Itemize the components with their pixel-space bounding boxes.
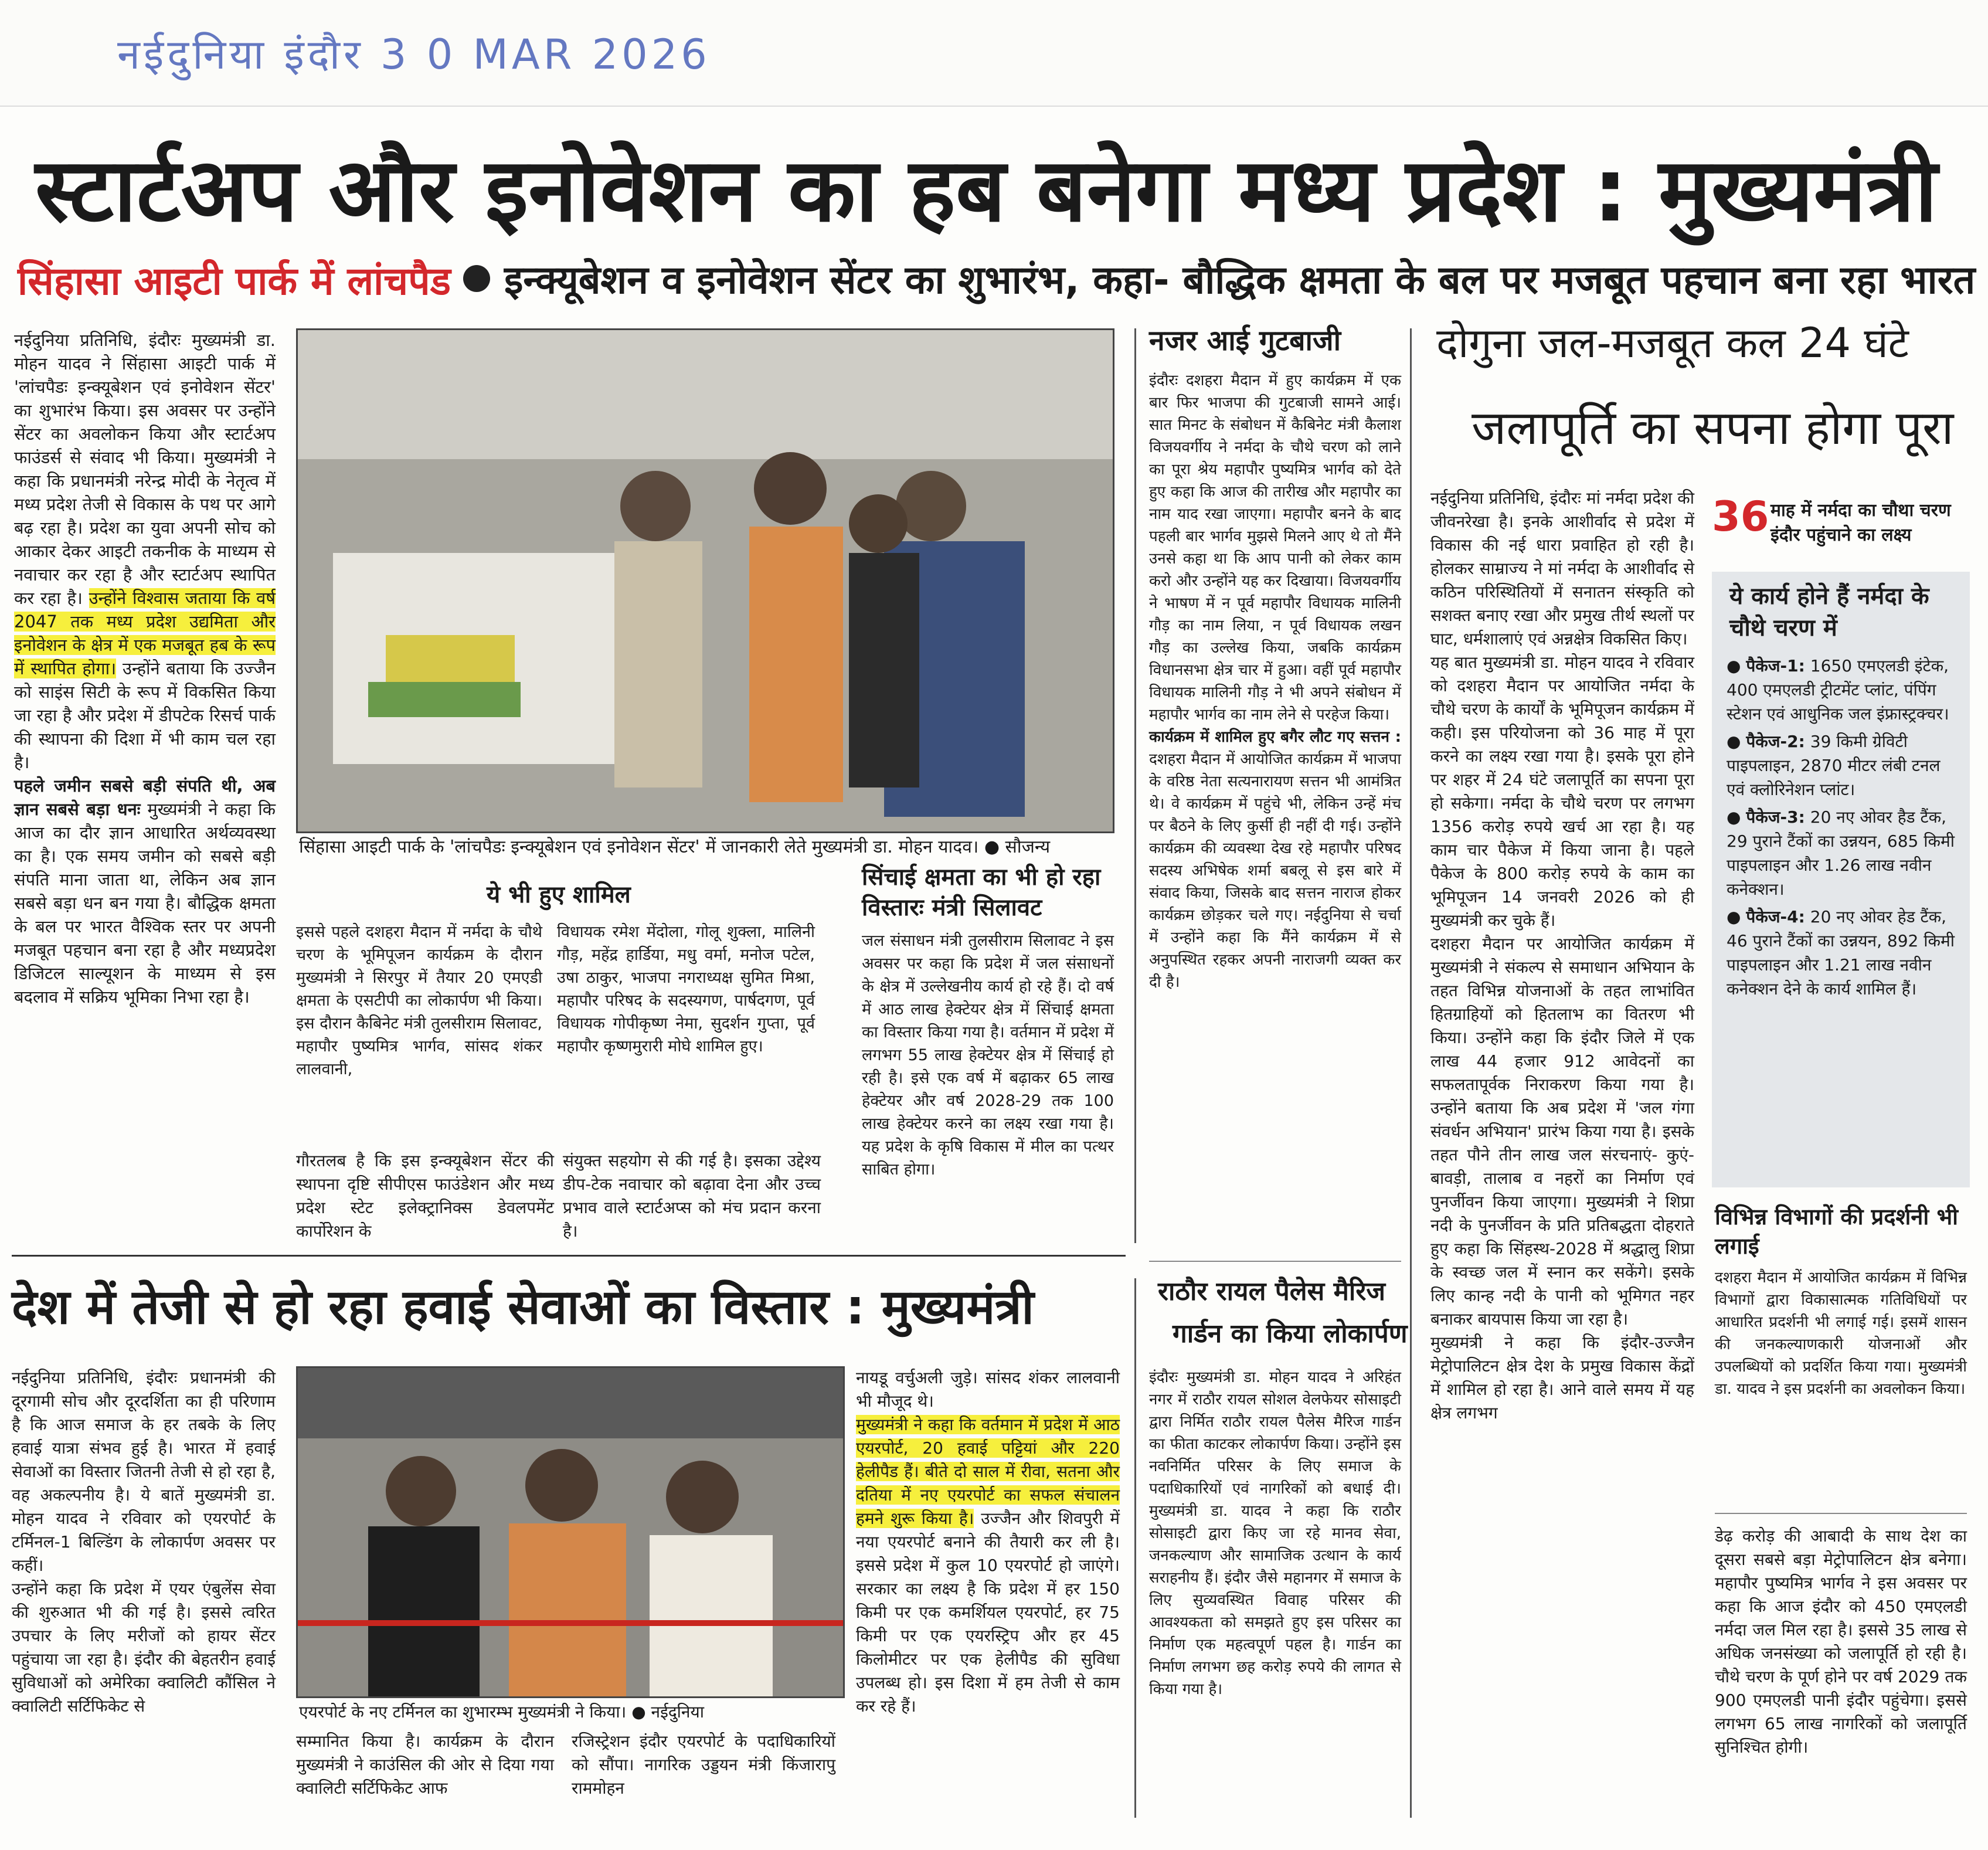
air-paragraph-1: नईदुनिया प्रतिनिधि, इंदौरः प्रधानमंत्री की दूरगामी सोच और दूरदर्शिता का ही परिणाम है कि आज समाज के हर तबके के लिए हवाई यात्रा संभव हुई है। भारत में हवाई सेवाओं का विस्तार जितनी तेजी से हो रहा है, वह अकल्पनीय है। ये बातें मुख्यमंत्री डा. मोहन यादव ने रविवार को एयरपोर्ट के टर्मिनल-1 बिल्डिंग के लोकार्पण अवसर पर कहीं। (12, 1368, 276, 1575)
air-right-column (856, 1366, 1120, 1718)
section-divider (12, 1255, 1126, 1257)
attended-col1: इससे पहले दशहरा मैदान में नर्मदा के चौथे चरण के भूमिपूजन कार्यक्रम के दौरान मुख्यमंत्री ने सिरपुर में तैयार 20 एमएडी क्षमता के एसटीपी का लोकार्पण भी किया। इस दौरान कैबिनेट मंत्री तुलसीराम सिलावट, महापौर पुष्यमित्र भार्गव, सांसद शंकर लालवानी, (296, 923, 542, 1078)
headline-tag: सिंहासा आइटी पार्क में लांचपैड (18, 259, 451, 304)
photo-launchpad (296, 328, 1114, 833)
column-rule (1134, 1278, 1136, 1818)
air-headline: देश में तेजी से हो रहा हवाई सेवाओं का विस्तार : मुख्यमंत्री (12, 1279, 1034, 1335)
air-left-column (12, 1366, 276, 1718)
factionalism-subbody: दशहरा मैदान में आयोजित कार्यक्रम में भाजपा के वरिष्ठ नेता सत्यनारायण सत्तन भी आमंत्रित थे। वे कार्यक्रम में पहुंचे भी, लेकिन उन्हें मंच पर बैठने के लिए कुर्सी ही नहीं दी गई। उन्होंने कार्यक्रम की व्यवस्था देख रहे महापौर परिषद सदस्य अभिषेक शर्मा बबलू से इस बारे में संवाद किया, जिसके बाद सत्तन नाराज होकर कार्यक्रम छोड़कर चले गए। नईदुनिया से चर्चा में उन्होंने कहा कि मैंने कार्यक्रम में से अनुपस्थित रहकर अपनी नाराजगी व्यक्त कर दी है। (1149, 751, 1401, 991)
irrigation-body: जल संसाधन मंत्री तुलसीराम सिलावट ने इस अवसर पर कहा कि प्रदेश में जल संसाधनों के क्षेत्र में उल्लेखनीय कार्य हो रहे हैं। दो वर्ष में आठ लाख हेक्टेयर क्षेत्र में सिंचाई क्षमता का विस्तार किया गया है। वर्तमान में प्रदेश में लगभग 55 लाख हेक्टेयर क्षेत्र में सिंचाई हो रही है। इसे एक वर्ष में बढ़ाकर 65 लाख हेक्टेयर और वर्ष 2028-29 तक 100 लाख हेक्टेयर करने का लक्ष्य रखा गया है। यह प्रदेश के कृषि विकास में मील का पत्थर साबित होगा। (862, 932, 1114, 1179)
package-item: ● पैकेज-3: 20 नए ओवर हैड टैंक, 29 पुराने टैंकों का उन्नयन, 685 किमी पाइपलाइन और 1.26 लाख नवीन कनेक्शन। (1727, 807, 1955, 899)
air-below-2: रजिस्ट्रेशन इंदौर एयरपोर्ट के पदाधिकारियों को सौंपा। नागरिक उड्डयन मंत्री किंजारापु राममोहन (572, 1732, 835, 1798)
metro-body: डेढ़ करोड़ की आबादी के साथ देश का दूसरा सबसे बड़ा मेट्रोपालिटन क्षेत्र बनेगा। महापौर पुष्यमित्र भार्गव ने इस अवसर पर कहा कि आज इंदौर को 450 एमएलडी नर्मदा जल मिल रहा है। इससे 35 लाख से अधिक जनसंख्या को जलापूर्ति हो रही है। चौथे चरण के पूर्ण होने पर वर्ष 2029 तक 900 एमएलडी पानी इंदौर पहुंचेगा। इससे लगभग 65 लाख नागरिकों को जलापूर्ति सुनिश्चित होगी। (1715, 1526, 1967, 1757)
bullet-icon (463, 265, 490, 292)
water-paragraph-1: नईदुनिया प्रतिनिधि, इंदौरः मां नर्मदा प्रदेश की जीवनरेखा है। इनके आशीर्वाद से प्रदेश में विकास की नई धारा प्रवाहित हो रही है। होलकर साम्राज्य ने मां नर्मदा के आशीर्वाद से कठिन परिस्थितियों में सनातन संस्कृति को सशक्त बनाए रखा और प्रमुख तीर्थ स्थलों पर घाट, धर्मशालाएं एवं अन्नक्षेत्र विकसित किए। (1430, 488, 1694, 649)
palace-body: इंदौरः मुख्यमंत्री डा. मोहन यादव ने अरिहंत नगर में राठौर रायल सोशल वेलफेयर सोसाइटी द्वारा निर्मित राठौर रायल पैलेस मैरिज गार्डन का फीता काटकर लोकार्पण किया। उन्होंने इस नवनिर्मित परिसर के लिए समाज के पदाधिकारियों एवं नागरिकों को बधाई दी। मुख्यमंत्री डा. यादव ने कहा कि राठौर सोसाइटी द्वारा किए जा रहे मानव सेवा, जनकल्याण और सामाजिक उत्थान के कार्य सराहनीय हैं। इंदौर जैसे महानगर में समाज के लिए सुव्यवस्थित विवाह परिसर की आवश्यकता को समझते हुए इस परिसर का निर्माण एक महत्वपूर्ण पहल है। गार्डन का निर्माण लगभग छह करोड़ रुपये की लागत से किया गया है। (1149, 1369, 1401, 1698)
package-item: ● पैकेज-2: 39 किमी ग्रेविटी पाइपलाइन, 2870 मीटर लंबी टनल एवं क्लोरिनेशन प्लांट। (1727, 732, 1941, 799)
exhibition-body: दशहरा मैदान में आयोजित कार्यक्रम में विभिन्न विभागों द्वारा विकासात्मक गतिविधियों पर आधारित प्रदर्शनी भी लगाई गई। इसमें शासन की जनकल्याणकारी योजनाओं और उपलब्धियों को प्रदर्शित किया गया। मुख्यमंत्री डा. यादव ने इस प्रदर्शनी का अवलोकन किया। (1715, 1269, 1967, 1398)
air-right-rest: उज्जैन और शिवपुरी में नया एयरपोर्ट बनाने की तैयारी कर ली है। इससे प्रदेश में कुल 10 एयरपोर्ट हो जाएंगे। सरकार का लक्ष्य है कि प्रदेश में हर 150 किमी पर एक कमर्शियल एयरपोर्ट, हर 75 किमी पर एक एयरस्ट्रिप और हर 45 किलोमीटर पर एक हेलीपैड की सुविधा उपलब्ध हो। इस दिशा में हम तेजी से काम कर रहे हैं। (856, 1509, 1120, 1716)
irrigation-heading: सिंचाई क्षमता का भी हो रहा विस्तारः मंत्री सिलावट (862, 864, 1101, 921)
date-stamp: नईदुनिया इंदौर 3 0 MAR 2026 (117, 30, 711, 79)
stat-text: माह में नर्मदा का चौथा चरण इंदौर पहुंचाने का लक्ष्य (1770, 500, 1951, 545)
palace-heading-line1: राठौर रायल पैलेस मैरिज (1158, 1277, 1385, 1306)
photo2-caption: एयरपोर्ट के नए टर्मिनल का शुभारम्भ मुख्यमंत्री ने किया। ● नईदुनिया (299, 1702, 704, 1722)
water-headline-line1: दोगुना जल-मजबूत कल 24 घंटे (1436, 319, 1909, 367)
photo1-caption: सिंहासा आइटी पार्क के 'लांचपैडः इन्क्यूबेशन एवं इनोवेशन सेंटर' में जानकारी लेते मुख्यमंत्री डा. मोहन यादव। ● सौजन्य (299, 837, 1051, 857)
packages-heading: ये कार्य होने हैं नर्मदा के चौथे चरण में (1729, 583, 1929, 641)
air-right-highlight: मुख्यमंत्री ने कहा कि वर्तमान में प्रदेश में आठ एयरपोर्ट, 20 हवाई पट्टियां और 220 हेलीपैड हैं। बीते दो साल में रीवा, सतना और दतिया में नए एयरपोर्ट का सफल संचालन हमने शुरू किया है। (856, 1415, 1120, 1528)
attended-col2: विधायक रमेश मेंदोला, गोलू शुक्ला, मालिनी गौड़, महेंद्र हार्डिया, मधु वर्मा, मनोज पटेल, उषा ठाकुर, भाजपा नगराध्यक्ष सुमित मिश्रा, महापौर परिषद के सदस्यगण, पार्षदगण, पूर्व विधायक गोपीकृष्ण नेमा, सुदर्शन गुप्ता, पूर्व महापौर कृष्णमुरारी मोघे शामिल हुए। (557, 923, 815, 1055)
column-rule (1410, 328, 1412, 1818)
lead-paragraph: नईदुनिया प्रतिनिधि, इंदौरः मुख्यमंत्री डा. मोहन यादव ने सिंहासा आइटी पार्क में 'लांचपैडः इन्क्यूबेशन एवं इनोवेशन सेंटर' का शुभारंभ किया। इस अवसर पर उन्होंने सेंटर का अवलोकन किया और स्टार्टअप फाउंडर्स से संवाद भी किया। मुख्यमंत्री ने कहा कि प्रधानमंत्री नरेन्द्र मोदी के नेतृत्व में मध्य प्रदेश तेजी से विकास के पथ पर आगे बढ़ रहा है। प्रदेश का युवा अपनी सोच को आकार देकर आइटी तकनीक के माध्यम से नवाचार कर रहा है और स्टार्टअप स्थापित कर रहा है। (14, 330, 276, 608)
sub-headline: इन्क्यूबेशन व इनोवेशन सेंटर का शुभारंभ, कहा- बौद्धिक क्षमता के बल पर मजबूत पहचान बना रहा भारत (504, 257, 1976, 303)
lead-paragraph-tail: उन्होंने बताया कि उज्जैन को साइंस सिटी के रूप में विकसित किया जा रहा है और प्रदेश में डीपटेक रिसर्च पार्क की स्थापना की दिशा में भी काम चल रहा है। (14, 658, 276, 772)
divider (1149, 1261, 1401, 1262)
palace-heading-line2: गार्डन का किया लोकार्पण (1173, 1319, 1408, 1349)
column-rule (1134, 328, 1136, 1243)
water-paragraph-2: यह बात मुख्यमंत्री डा. मोहन यादव ने रविवार को दशहरा मैदान पर आयोजित नर्मदा के चौथे चरण के कार्यों के भूमिपूजन कार्यक्रम में कही। इस परियोजना को 36 माह में पूरा करने का लक्ष्य रखा गया है। इसके पूरा होने पर शहर में 24 घंटे जलापूर्ति का सपना पूरा हो सकेगा। नर्मदा के चौथे चरण पर लगभग 1356 करोड़ रुपये खर्च आ रहा है। यह काम चार पैकेज में किया जाना है। पहले पैकेज के 800 करोड़ रुपये के काम का भूमिपूजन 14 जनवरी 2026 को ही मुख्यमंत्री कर चुके हैं। (1430, 653, 1694, 930)
water-column (1430, 487, 1694, 1425)
attended-heading: ये भी हुए शामिल (487, 881, 631, 908)
water-headline-line2: जलापूर्ति का सपना होगा पूरा (1472, 400, 1954, 455)
divider (1715, 1513, 1967, 1514)
factionalism-column (1149, 369, 1401, 993)
lead-highlight: उन्होंने विश्वास जताया कि वर्ष 2047 तक मध्य प्रदेश उद्यमिता और इनोवेशन के क्षेत्र में एक मजबूत हब के रूप में स्थापित होगा। (14, 588, 276, 678)
photo-illustration (298, 330, 1113, 831)
air-right-top: नायडू वर्चुअली जुड़े। सांसद शंकर लालवानी भी मौजूद थे। (856, 1368, 1120, 1411)
water-paragraph-4: मुख्यमंत्री ने कहा कि इंदौर-उज्जैन मेट्रोपालिटन क्षेत्र देश के प्रमुख विकास केंद्रों में शामिल हो रहा है। आने वाले समय में यह क्षेत्र लगभग (1430, 1333, 1694, 1423)
exhibition-heading: विभिन्न विभागों की प्रदर्शनी भी लगाई (1715, 1204, 1959, 1259)
main-headline: स्टार्टअप और इनोवेशन का हब बनेगा मध्य प्रदेश : मुख्यमंत्री (35, 140, 1938, 242)
factionalism-heading: नजर आई गुटबाजी (1149, 324, 1341, 357)
factionalism-subhead: कार्यक्रम में शामिल हुए बगैर लौट गए सत्तन : (1149, 728, 1401, 746)
air-below-1: सम्मानित किया है। कार्यक्रम के दौरान मुख्यमंत्री ने काउंसिल की ओर से दिया गया क्वालिटी सर्टिफिकेट आफ (296, 1732, 554, 1798)
package-item: ● पैकेज-1: 1650 एमएलडी इंटेक, 400 एमएलडी ट्रीटमेंट प्लांट, पंपिंग स्टेशन एवं आधुनिक जल इंफ्रास्ट्रक्चर। (1727, 656, 1949, 724)
attended-col3: गौरतलब है कि इस इन्क्यूबेशन सेंटर की स्थापना दृष्टि सीपीएस फाउंडेशन और मध्य प्रदेश स्टेट इलेक्ट्रानिक्स डेवलपमेंट कार्पोरेशन के (296, 1151, 554, 1241)
lead-subhead: पहले जमीन सबसे बड़ी संपति थी, अब ज्ञान सबसे बड़ा धनः (14, 776, 276, 819)
water-paragraph-3: दशहरा मैदान पर आयोजित कार्यक्रम में मुख्यमंत्री ने संकल्प से समाधान अभियान के तहत विभिन्न योजनाओं के तहत लाभांवित हितग्राहियों को हितलाभ का वितरण भी किया। उन्होंने कहा कि इंदौर जिले में एक लाख 44 हजार 912 आवेदनों का सफलतापूर्वक निराकरण किया गया है। उन्होंने बताया कि अब प्रदेश में 'जल गंगा संवर्धन अभियान' प्रारंभ किया गया है। इसके तहत पौने तीन लाख जल संरचनाएं- कुएं-बावड़ी, तालाब व नहरों का निर्माण एवं पुनर्जीवन किया जाएगा। मुख्यमंत्री ने शिप्रा नदी के पुनर्जीवन के प्रति प्रतिबद्धता दोहराते हुए कहा कि सिंहस्थ-2028 में श्रद्धालु शिप्रा के स्वच्छ जल में स्नान कर सकेंगे। इसके लिए कान्ह नदी के पानी को भूमिगत नहर बनाकर बायपास किया जा रहा है। (1430, 934, 1694, 1329)
air-paragraph-2: उन्होंने कहा कि प्रदेश में एयर एंबुलेंस सेवा की शुरुआत भी की गई है। इससे त्वरित उपचार के लिए मरीजों को हायर सेंटर पहुंचाया जा रहा है। इंदौर की बेहतरीन हवाई सुविधाओं को अमेरिका क्वालिटी कौंसिल ने क्वालिटी सर्टिफिकेट से (12, 1579, 276, 1716)
photo-airport (296, 1366, 845, 1698)
package-item: ● पैकेज-4: 20 नए ओवर हेड टैंक, 46 पुराने टैंकों का उन्नयन, 892 किमी पाइपलाइन और 1.21 लाख नवीन कनेक्शन देने के कार्य शामिल हैं। (1727, 907, 1955, 999)
attended-col4: संयुक्त सहयोग से की गई है। इसका उद्देश्य डीप-टेक नवाचार को बढ़ावा देना और उच्च प्रभाव वाले स्टार्टअप्स को मंच प्रदान करना है। (563, 1151, 821, 1241)
lead-article-column (14, 328, 276, 1009)
packages-list (1727, 654, 1961, 1001)
stat-number: 36 (1712, 493, 1769, 541)
factionalism-body: इंदौरः दशहरा मैदान में हुए कार्यक्रम में एक बार फिर भाजपा की गुटबाजी सामने आई। सात मिनट के संबोधन में कैबिनेट मंत्री कैलाश विजयवर्गीय ने नर्मदा के चौथे चरण को लाने का पूरा श्रेय महापौर पुष्यमित्र भार्गव को देते हुए कहा कि आज की तारीख और महापौर का नाम याद रखा जाएगा। महापौर बनने के बाद पहली बार भार्गव मुझसे मिलने आए थे तो मैंने उनसे कहा था कि आप पानी को लेकर काम करो और उन्होंने यह कर दिखाया। विजयवर्गीय ने भाषण में न पूर्व महापौर विधायक मालिनी गौड़ का नाम लिया, न पूर्व विधायक लखन गौड़ का उल्लेख किया, जबकि कार्यक्रम विधानसभा क्षेत्र चार में हुआ। वहीं पूर्व महापौर विधायक मालिनी गौड़ ने भी अपने संबोधन में महापौर भार्गव का नाम लेने से परहेज किया। (1149, 372, 1401, 724)
lead-paragraph-2: मुख्यमंत्री ने कहा कि आज का दौर ज्ञान आधारित अर्थव्यवस्था का है। एक समय जमीन को सबसे बड़ी संपति माना जाता था, लेकिन अब ज्ञान सबसे बड़ा धन बन गया है। बौद्धिक क्षमता के बल पर भारत वैश्विक स्तर पर अपनी मजबूत पहचान बना रहा है और मध्यप्रदेश डिजिटल साल्यूशन के माध्यम से इस बदलाव में सक्रिय भूमिका निभा रहा है। (14, 799, 276, 1007)
photo-illustration (298, 1368, 843, 1696)
